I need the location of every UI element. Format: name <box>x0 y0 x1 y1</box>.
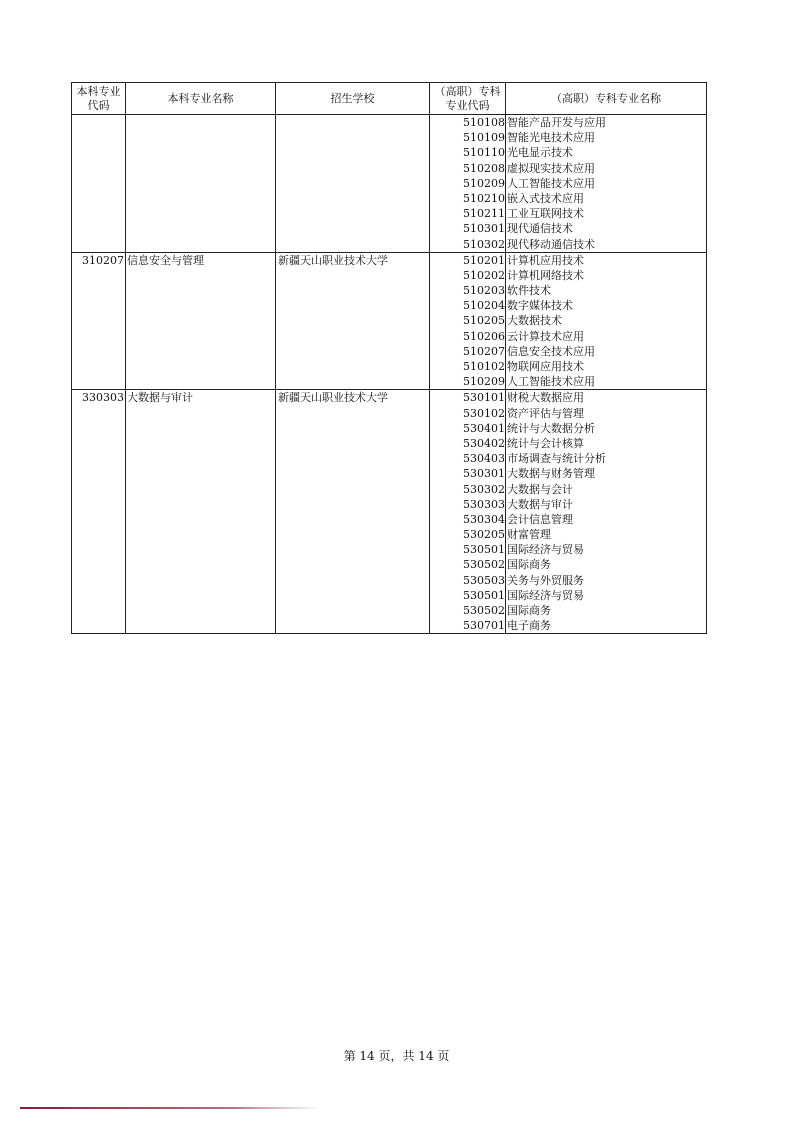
sub-major-name: 财富管理 <box>507 528 551 542</box>
sub-major-code: 510210 <box>463 191 505 205</box>
sub-major-code: 510108 <box>463 116 505 129</box>
table-header-row <box>72 83 707 115</box>
sub-major-name: 嵌入式技术应用 <box>507 191 584 205</box>
school-cell: 新疆天山职业技术大学 <box>276 252 430 390</box>
sub-major-name: 云计算技术应用 <box>507 329 584 343</box>
header-major-name: 本科专业名称 <box>126 83 276 115</box>
sub-major-name: 财税大数据应用 <box>507 391 584 405</box>
sub-major-name: 信息安全技术应用 <box>507 344 595 358</box>
sub-major-code: 510109 <box>463 131 505 145</box>
major-name-cell: 信息安全与管理 <box>126 252 276 390</box>
sub-name-cell <box>506 115 707 253</box>
sub-major-name: 国际商务 <box>507 558 551 572</box>
sub-code-cell <box>430 390 506 634</box>
table-row <box>72 390 707 634</box>
sub-major-name: 关务与外贸服务 <box>507 573 584 587</box>
header-major-code: 本科专业代码 <box>72 83 126 115</box>
sub-major-code: 510209 <box>463 375 505 389</box>
sub-major-name: 计算机应用技术 <box>507 253 584 267</box>
sub-major-code: 510202 <box>463 268 505 282</box>
header-sub-code: （高职）专科专业代码 <box>430 83 506 115</box>
sub-major-name: 智能产品开发与应用 <box>507 116 606 129</box>
sub-major-name: 大数据与会计 <box>507 482 573 496</box>
table-row <box>72 252 707 390</box>
sub-major-code: 530401 <box>463 421 505 435</box>
sub-major-name: 资产评估与管理 <box>507 406 584 420</box>
sub-major-name: 会计信息管理 <box>507 512 573 526</box>
sub-major-code: 530502 <box>463 558 505 572</box>
sub-major-code: 510102 <box>463 360 505 373</box>
sub-major-code: 530205 <box>463 528 505 542</box>
sub-major-code: 530501 <box>463 543 505 557</box>
header-sub-name: （高职）专科专业名称 <box>506 83 707 115</box>
sub-major-name: 数字媒体技术 <box>507 299 573 313</box>
sub-major-code: 530101 <box>463 391 505 405</box>
sub-major-code: 530501 <box>463 588 505 602</box>
sub-major-name: 光电显示技术 <box>507 146 573 160</box>
sub-major-code: 530304 <box>463 512 505 526</box>
sub-major-name: 计算机网络技术 <box>507 268 584 282</box>
sub-major-code: 510203 <box>463 284 505 298</box>
major-name-cell <box>126 115 276 253</box>
sub-major-code: 530701 <box>463 619 505 633</box>
sub-major-name: 物联网应用技术 <box>507 360 584 373</box>
enrollment-table <box>71 82 707 634</box>
sub-major-name: 大数据与审计 <box>507 497 573 511</box>
sub-major-name: 大数据与财务管理 <box>507 467 595 481</box>
major-code-cell: 310207 <box>72 252 126 390</box>
sub-major-code: 510302 <box>463 237 505 251</box>
sub-major-code: 510110 <box>463 146 505 160</box>
sub-major-name: 现代移动通信技术 <box>507 237 595 251</box>
header-school: 招生学校 <box>276 83 430 115</box>
sub-major-name: 现代通信技术 <box>507 222 573 236</box>
sub-major-code: 530403 <box>463 452 505 466</box>
sub-major-name: 大数据技术 <box>507 314 562 328</box>
sub-major-name: 市场调查与统计分析 <box>507 452 606 466</box>
sub-major-code: 510201 <box>463 253 505 267</box>
sub-major-code: 530502 <box>463 604 505 617</box>
sub-major-name: 国际商务 <box>507 604 551 617</box>
sub-major-name: 电子商务 <box>507 619 551 633</box>
sub-major-code: 510301 <box>463 222 505 236</box>
table-row <box>72 115 707 253</box>
school-cell <box>276 115 430 253</box>
sub-major-code: 530303 <box>463 497 505 511</box>
sub-major-code: 530402 <box>463 436 505 450</box>
sub-major-name: 统计与大数据分析 <box>507 421 595 435</box>
major-code-cell <box>72 115 126 253</box>
sub-major-name: 智能光电技术应用 <box>507 131 595 145</box>
sub-code-cell <box>430 115 506 253</box>
sub-major-code: 510208 <box>463 161 505 175</box>
sub-major-code: 510206 <box>463 329 505 343</box>
sub-major-code: 510209 <box>463 176 505 190</box>
sub-major-code: 530302 <box>463 482 505 496</box>
sub-major-name: 人工智能技术应用 <box>507 176 595 190</box>
major-code-cell: 330303 <box>72 390 126 634</box>
page-number: 第 14 页，共 14 页 <box>343 1049 450 1063</box>
sub-major-code: 510207 <box>463 344 505 358</box>
major-name-cell: 大数据与审计 <box>126 390 276 634</box>
sub-major-code: 510205 <box>463 314 505 328</box>
sub-code-cell <box>430 252 506 390</box>
sub-major-name: 工业互联网技术 <box>507 207 584 221</box>
sub-name-cell <box>506 252 707 390</box>
sub-major-code: 510211 <box>463 207 505 221</box>
sub-name-cell <box>506 390 707 634</box>
sub-major-name: 国际经济与贸易 <box>507 588 584 602</box>
sub-major-name: 统计与会计核算 <box>507 436 584 450</box>
bottom-divider <box>20 1107 320 1109</box>
sub-major-name: 人工智能技术应用 <box>507 375 595 389</box>
sub-major-code: 510204 <box>463 299 505 313</box>
school-cell: 新疆天山职业技术大学 <box>276 390 430 634</box>
sub-major-name: 软件技术 <box>507 284 551 298</box>
table-body <box>72 115 707 634</box>
sub-major-name: 国际经济与贸易 <box>507 543 584 557</box>
sub-major-code: 530503 <box>463 573 505 587</box>
sub-major-name: 虚拟现实技术应用 <box>507 161 595 175</box>
sub-major-code: 530102 <box>463 406 505 420</box>
sub-major-code: 530301 <box>463 467 505 481</box>
